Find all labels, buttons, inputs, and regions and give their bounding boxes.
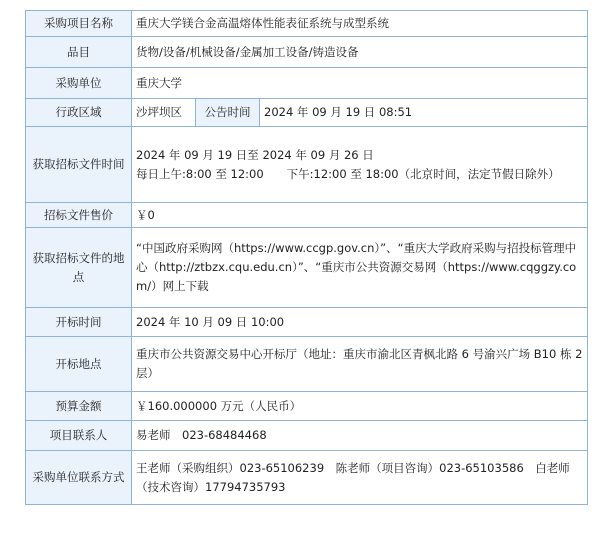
open-time-value: 2024 年 10 月 09 日 10:00 — [132, 308, 588, 337]
purchaser-value: 重庆大学 — [132, 68, 588, 99]
region-value: 沙坪坝区 — [132, 99, 196, 127]
row-doc-time — [26, 127, 588, 203]
doc-place-value: “中国政府采购网（https://www.ccgp.gov.cn）”、“重庆大学政府采购与招投标管理中心（http://ztbzx.cqu.edu.cn）”、“重庆市公共资源交易网（https://www.cqggzy.com/）网上下载 — [132, 228, 588, 308]
doc-price-value: ￥0 — [132, 203, 588, 228]
open-place-value: 重庆市公共资源交易中心开标厅（地址：重庆市渝北区青枫北路 6 号渝兴广场 B10 栋 2 层） — [132, 337, 588, 392]
purchaser-label: 采购单位 — [26, 68, 132, 99]
row-region — [26, 99, 588, 127]
row-doc-place — [26, 228, 588, 308]
category-value: 货物/设备/机械设备/金属加工设备/铸造设备 — [132, 37, 588, 68]
procurement-info-table-wrapper — [25, 10, 587, 505]
row-purchaser-contact — [26, 451, 588, 505]
budget-value: ￥160.000000 万元（人民币） — [132, 392, 588, 421]
row-doc-price — [26, 203, 588, 228]
announce-time-value: 2024 年 09 月 19 日 08:51 — [260, 99, 588, 127]
row-category — [26, 37, 588, 68]
doc-time-value — [132, 127, 588, 203]
project-name-label: 采购项目名称 — [26, 11, 132, 37]
budget-label: 预算金额 — [26, 392, 132, 421]
row-open-time — [26, 308, 588, 337]
row-budget — [26, 392, 588, 421]
doc-price-label: 招标文件售价 — [26, 203, 132, 228]
doc-time-label: 获取招标文件时间 — [26, 127, 132, 203]
purchaser-contact-label: 采购单位联系方式 — [26, 451, 132, 505]
doc-place-label: 获取招标文件的地点 — [26, 228, 132, 308]
doc-time-daily-hours: 每日上午:8:00 至 12:00 下午:12:00 至 18:00（北京时间，法定节假日除外） — [136, 166, 560, 181]
contact-value: 易老师 023-68484468 — [132, 421, 588, 451]
row-project-name — [26, 11, 588, 37]
project-name-value: 重庆大学镁合金高温熔体性能表征系统与成型系统 — [132, 11, 588, 37]
category-label: 品目 — [26, 37, 132, 68]
row-contact — [26, 421, 588, 451]
announce-time-label: 公告时间 — [196, 99, 260, 127]
contact-label: 项目联系人 — [26, 421, 132, 451]
region-label: 行政区域 — [26, 99, 132, 127]
open-time-label: 开标时间 — [26, 308, 132, 337]
row-purchaser — [26, 68, 588, 99]
open-place-label: 开标地点 — [26, 337, 132, 392]
purchaser-contact-value: 王老师（采购组织）023-65106239 陈老师（项目咨询）023-65103586 白老师（技术咨询）17794735793 — [132, 451, 588, 505]
doc-time-date-range: 2024 年 09 月 19 日至 2024 年 09 月 26 日 — [136, 147, 374, 162]
row-open-place — [26, 337, 588, 392]
procurement-info-table — [25, 10, 588, 505]
